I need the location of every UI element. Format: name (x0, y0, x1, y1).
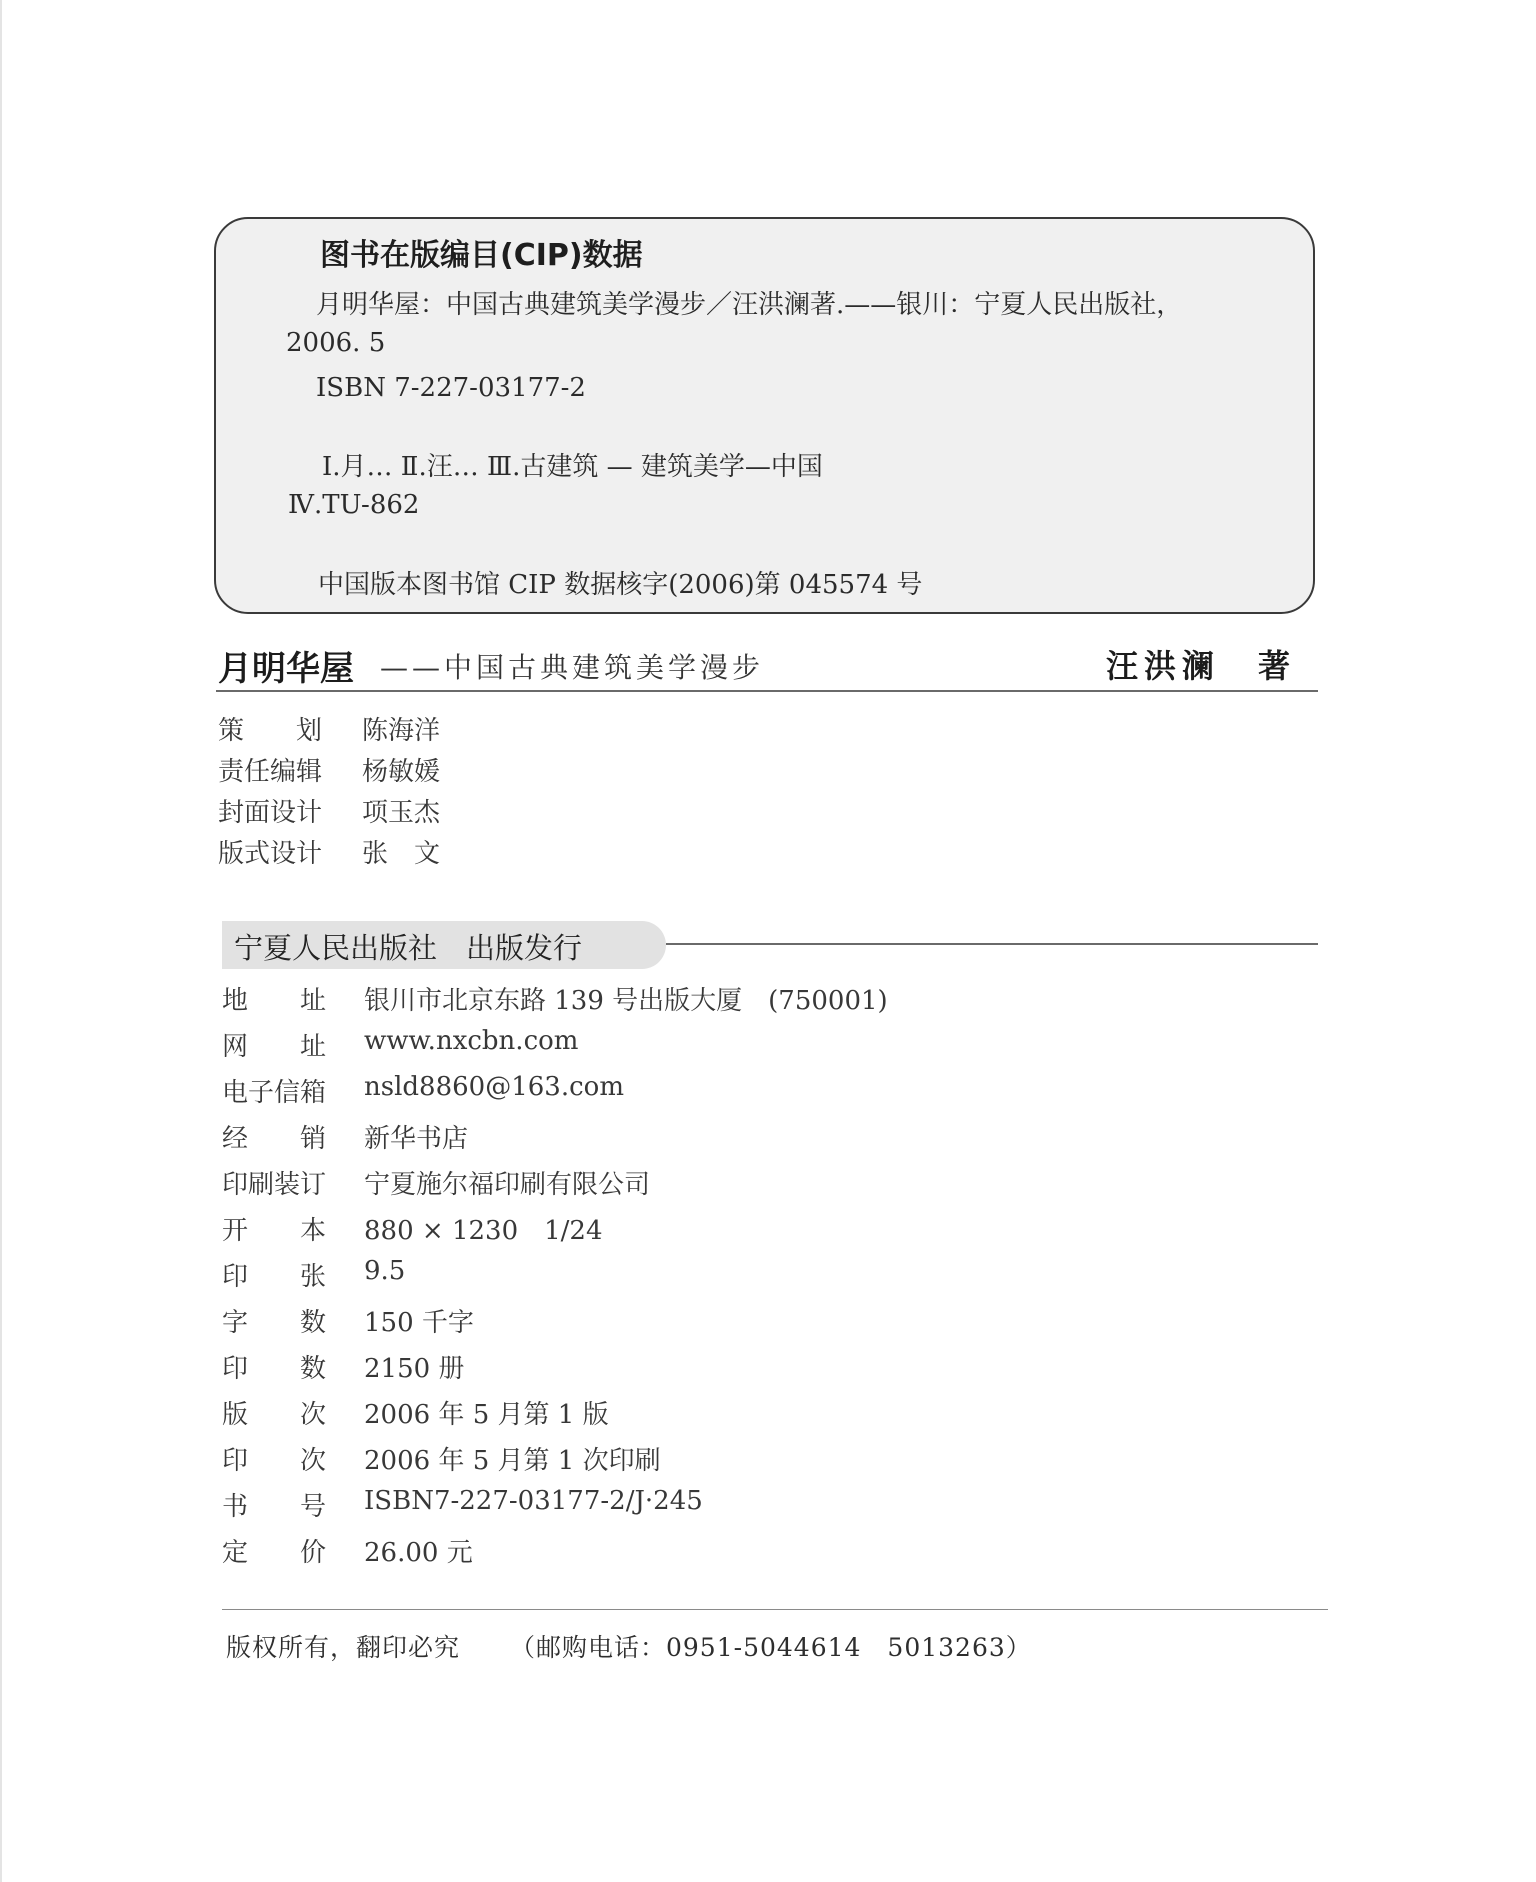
detail-value: 银川市北京东路 139 号出版大厦 (750001) (364, 986, 888, 1016)
book-subtitle: ——中国古典建筑美学漫步 (380, 651, 765, 684)
detail-label: 网 址 (222, 1032, 327, 1062)
detail-label: 经 销 (222, 1124, 327, 1154)
detail-label: 版 次 (222, 1400, 327, 1430)
credit-label: 责任编辑 (218, 757, 323, 787)
detail-value: 26.00 元 (364, 1538, 473, 1568)
detail-label: 印 张 (222, 1262, 327, 1292)
footer-rule (222, 1609, 1328, 1610)
detail-label: 印刷装订 (222, 1170, 327, 1200)
detail-label: 书 号 (222, 1492, 327, 1522)
detail-label: 开 本 (222, 1216, 327, 1246)
detail-value: 150 千字 (364, 1308, 474, 1338)
copyright-notice: 版权所有，翻印必究 (226, 1633, 461, 1662)
book-title: 月明华屋 (218, 649, 354, 689)
book-author: 汪洪澜 著 (1106, 647, 1297, 685)
credit-label: 版式设计 (218, 839, 323, 869)
credit-value: 杨敏媛 (362, 757, 441, 787)
credit-value: 项玉杰 (362, 798, 441, 828)
detail-value: 9.5 (364, 1256, 406, 1286)
publisher-rule (666, 943, 1318, 945)
detail-label: 定 价 (222, 1538, 327, 1568)
detail-value: 新华书店 (364, 1124, 469, 1154)
detail-value: nsld8860@163.com (364, 1072, 624, 1102)
detail-value: www.nxcbn.com (364, 1026, 579, 1056)
cip-title: 图书在版编目(CIP)数据 (320, 238, 643, 273)
detail-value: 2006 年 5 月第 1 版 (364, 1400, 609, 1430)
title-rule (216, 690, 1318, 692)
cip-line-2: 2006. 5 (286, 328, 386, 358)
cip-classification-2: Ⅳ.TU-862 (288, 490, 420, 520)
credit-label: 封面设计 (218, 798, 323, 828)
detail-label: 印 数 (222, 1354, 327, 1384)
cip-line-1: 月明华屋：中国古典建筑美学漫步／汪洪澜著.——银川：宁夏人民出版社， (316, 290, 1183, 320)
detail-label: 印 次 (222, 1446, 327, 1476)
cip-classification: Ⅰ.月… Ⅱ.汪… Ⅲ.古建筑 — 建筑美学—中国 (322, 452, 823, 482)
detail-label: 字 数 (222, 1308, 327, 1338)
cip-box (214, 217, 1315, 614)
detail-value: ISBN7-227-03177-2/J·245 (364, 1486, 703, 1516)
detail-value: 2150 册 (364, 1354, 465, 1384)
publisher-banner-text: 宁夏人民出版社 出版发行 (234, 931, 583, 965)
credit-value: 陈海洋 (362, 716, 441, 746)
detail-value: 880 × 1230 1/24 (364, 1216, 603, 1246)
mail-order-phone: （邮购电话：0951-5044614 5013263） (510, 1633, 1032, 1662)
detail-label: 电子信箱 (222, 1078, 327, 1108)
detail-value: 宁夏施尔福印刷有限公司 (364, 1170, 651, 1200)
cip-approval: 中国版本图书馆 CIP 数据核字(2006)第 045574 号 (318, 570, 923, 600)
cip-isbn: ISBN 7-227-03177-2 (316, 373, 586, 403)
detail-value: 2006 年 5 月第 1 次印刷 (364, 1446, 661, 1476)
credit-value: 张 文 (362, 839, 441, 869)
detail-label: 地 址 (222, 986, 327, 1016)
credit-label: 策 划 (218, 716, 323, 746)
